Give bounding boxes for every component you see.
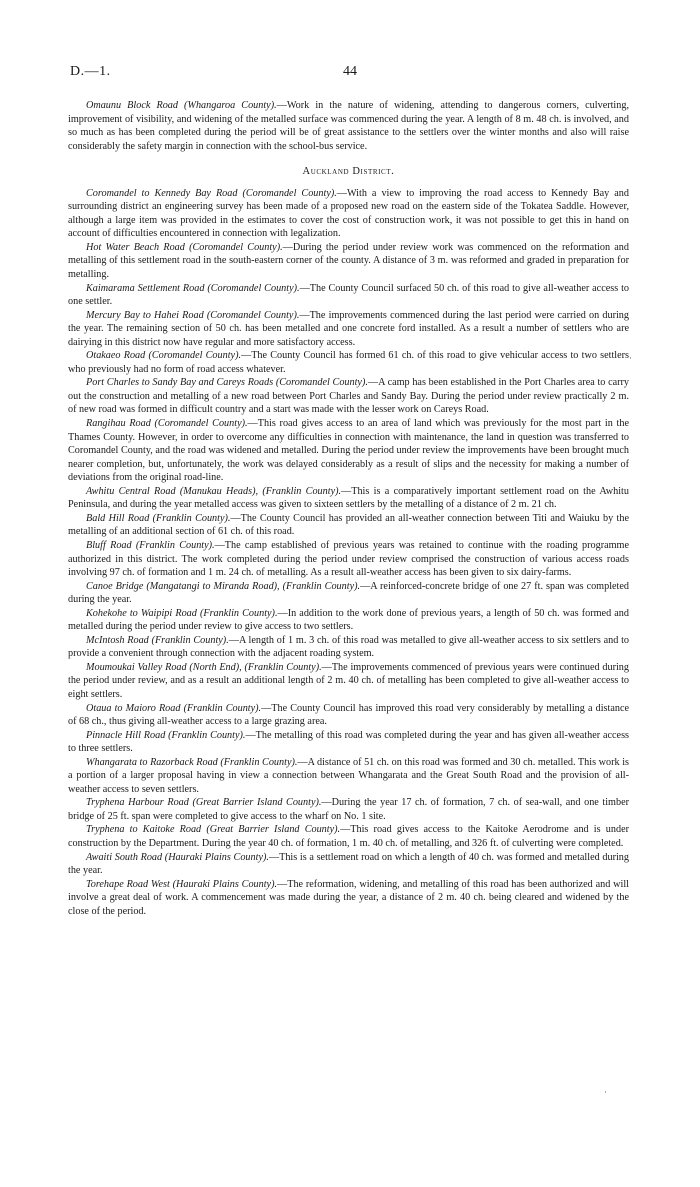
road-description: —This is a settlement road on which a length of 40 ch. was formed and metalled during the year. [68,851,629,877]
road-description: —This is a comparatively important settlement road on the Awhitu Peninsula, and during the year metalled access was given to sixteen settlers by the metalling of a distance of 2 m. 21 ch. [68,485,629,511]
road-description: —Work in the nature of widening, attending to dangerous corners, culverting, improvement of visibility, and widening of the metalled surface was commenced during the year. A length of 8 m. 48 ch. is involved, and so much as has been completed during the period will be of great assistance to the settlers over the winter months and also will raise considerably the safety margin in connection with the school-bus service. [68,100,629,152]
road-description: —The County Council has provided an all-weather connection between Titi and Waiuku by the metalling of an additional section of 61 ch. of this road. [68,512,629,538]
road-paragraph [68,376,629,417]
road-description: —With a view to improving the road access to Kennedy Bay and surrounding district an engineering survey has been made of a proposed new road on the eastern side of the Tokatea Saddle. However, although a large item was provided in the estimates to cover the cost of construction work, it was not possible to get this in hand on account of difficulties encountered in connection with legalization. [68,187,629,240]
road-paragraph [68,796,629,823]
district-heading: Auckland District. [302,166,395,178]
road-title: Otakaeo Road (Coromandel County). [86,350,242,362]
road-title: McIntosh Road (Franklin County). [86,634,229,646]
road-paragraph [68,241,629,282]
road-description: —A distance of 51 ch. on this road was formed and 30 ch. metalled. This work is a portion of a larger proposal having in view a connection between Whangarata and the Great South Road and the provision of all-weather access to seven settlers. [68,756,629,795]
road-paragraph [68,417,629,485]
road-paragraph [68,702,629,729]
document-reference: D.—1. [70,64,111,79]
road-description: —The County Council surfaced 50 ch. of this road to give all-weather access to one settler. [68,282,629,308]
road-description: —During the year 17 ch. of formation, 7 ch. of sea-wall, and one timber bridge of 25 ft. span were completed to give access to the wharf on No. 1 site. [68,797,629,822]
page-header [70,64,630,84]
road-paragraph [68,349,629,376]
road-description: —The camp established of previous years was retained to continue with the roading programme authorized in this district. The work completed during the period under review comprised the construction of various access roads involving 97 ch. of formation and 1 m. 24 ch. of metalling. As a result all-weather access has been given to six dairy-farms. [68,539,629,579]
road-description: —The improvements commenced during the last period were carried on during the year. The remaining section of 50 ch. has been metalled and one concrete ford installed. As a result a number of settlers who are dairying in this district now have regular and more satisfactory access. [68,309,629,348]
road-title: Awaiti South Road (Hauraki Plains County). [86,851,269,863]
road-paragraph [68,309,629,350]
road-title: Bald Hill Road (Franklin County). [86,512,231,524]
road-paragraph [68,729,629,756]
road-title: Tryphena to Kaitoke Road (Great Barrier Island County). [86,824,341,836]
road-paragraph [68,539,629,580]
road-title: Bluff Road (Franklin County). [86,539,215,551]
road-description: —The County Council has improved this road very considerably by metalling a distance of 68 ch., thus giving all-weather access to a large grazing area. [68,702,630,728]
road-title: Whangarata to Razorback Road (Franklin County). [86,756,298,768]
margin-dot: · [629,353,632,363]
road-title: Omaunu Block Road (Whangaroa County). [86,100,277,111]
road-paragraph [68,580,629,607]
road-paragraph [68,878,629,919]
road-paragraph [68,756,629,797]
road-title: Otaua to Maioro Road (Franklin County). [86,702,262,714]
road-description: —This road gives access to an area of land which was previously for the most part in the Thames County. However, in order to overcome any difficulties in connection with maintenance, the land in question was transferred to Coromandel County, and the road was widened and metalled. During the period under review the improvements have been brought much nearer completion, but, unfortunately, the work was delayed considerably as a result of slips and the necessity for making a number of deviations from the original road-line. [68,418,629,484]
road-paragraph [68,187,629,241]
road-title: Coromandel to Kennedy Bay Road (Coromandel County). [86,187,337,199]
page-number: 44 [343,64,357,79]
margin-dot: · [604,1087,607,1097]
road-title: Moumoukai Valley Road (North End), (Franklin County). [86,661,322,673]
road-description: —During the period under review work was commenced on the reformation and metalling of this settlement road in the south-eastern corner of the county. A distance of 3 m. was reformed and graded in preparation for metalling. [68,241,629,281]
road-title: Canoe Bridge (Mangatangi to Miranda Road), (Franklin County). [86,580,361,592]
road-description: —A camp has been established in the Port Charles area to carry out the construction and metalling of a new road between Port Charles and Sandy Bay. During the period under review practically 2 m. of new road was formed in difficult country and a start was made with the lesser work on Careys Road. [68,377,629,416]
road-description: —This road gives access to the Kaitoke Aerodrome and is under construction by the Department. During the year 40 ch. of formation, 1 m. 40 ch. of metalling, and 326 ft. of culverting were completed. [68,824,629,849]
road-paragraph [68,634,629,661]
district-paragraph-list [68,187,629,919]
road-description: —The County Council has formed 61 ch. of this road to give vehicular access to two settlers who previously had no form of road access whatever. [68,350,629,375]
road-paragraph [68,512,629,539]
page-body [68,99,629,918]
road-description: —The improvements commenced of previous years were continued during the period under review, and as a result an additional length of 2 m. 40 ch. of metalling has been completed to give all-weather access to eight settlers. [68,661,629,700]
road-title: Kohekohe to Waipipi Road (Franklin County). [86,607,278,619]
road-paragraph [68,282,629,309]
road-paragraph [68,851,629,878]
road-description: —In addition to the work done of previous years, a length of 50 ch. was formed and metalled during the period under review to give access to two settlers. [68,607,629,633]
road-description: —A reinforced-concrete bridge of one 27 ft. span was completed during the year. [68,580,629,606]
road-description: —A length of 1 m. 3 ch. of this road was metalled to give all-weather access to six settlers and to provide a convenient through connection with the adjacent roading system. [68,634,629,660]
road-title: Pinnacle Hill Road (Franklin County). [86,729,246,741]
road-title: Kaimarama Settlement Road (Coromandel County). [86,282,300,294]
intro-paragraph [68,99,629,153]
road-title: Rangihau Road (Coromandel County). [86,418,248,430]
road-title: Mercury Bay to Hahei Road (Coromandel County). [86,309,300,321]
road-paragraph [68,823,629,850]
road-title: Hot Water Beach Road (Coromandel County). [86,241,283,253]
road-title: Port Charles to Sandy Bay and Careys Roads (Coromandel County). [86,377,368,389]
road-paragraph [68,607,629,634]
road-title: Torehape Road West (Hauraki Plains County). [86,878,278,890]
road-description: —The metalling of this road was completed during the year and has given all-weather access to three settlers. [68,729,629,755]
road-description: —The reformation, widening, and metalling of this road has been authorized and will involve a great deal of work. A commencement was made during the year, a distance of 2 m. 40 ch. being cleared and widened by the close of the period. [68,878,630,917]
road-paragraph [68,661,629,702]
road-paragraph [68,485,629,512]
road-title: Tryphena Harbour Road (Great Barrier Island County). [86,797,322,809]
road-title: Awhitu Central Road (Manukau Heads), (Franklin County). [86,485,342,497]
